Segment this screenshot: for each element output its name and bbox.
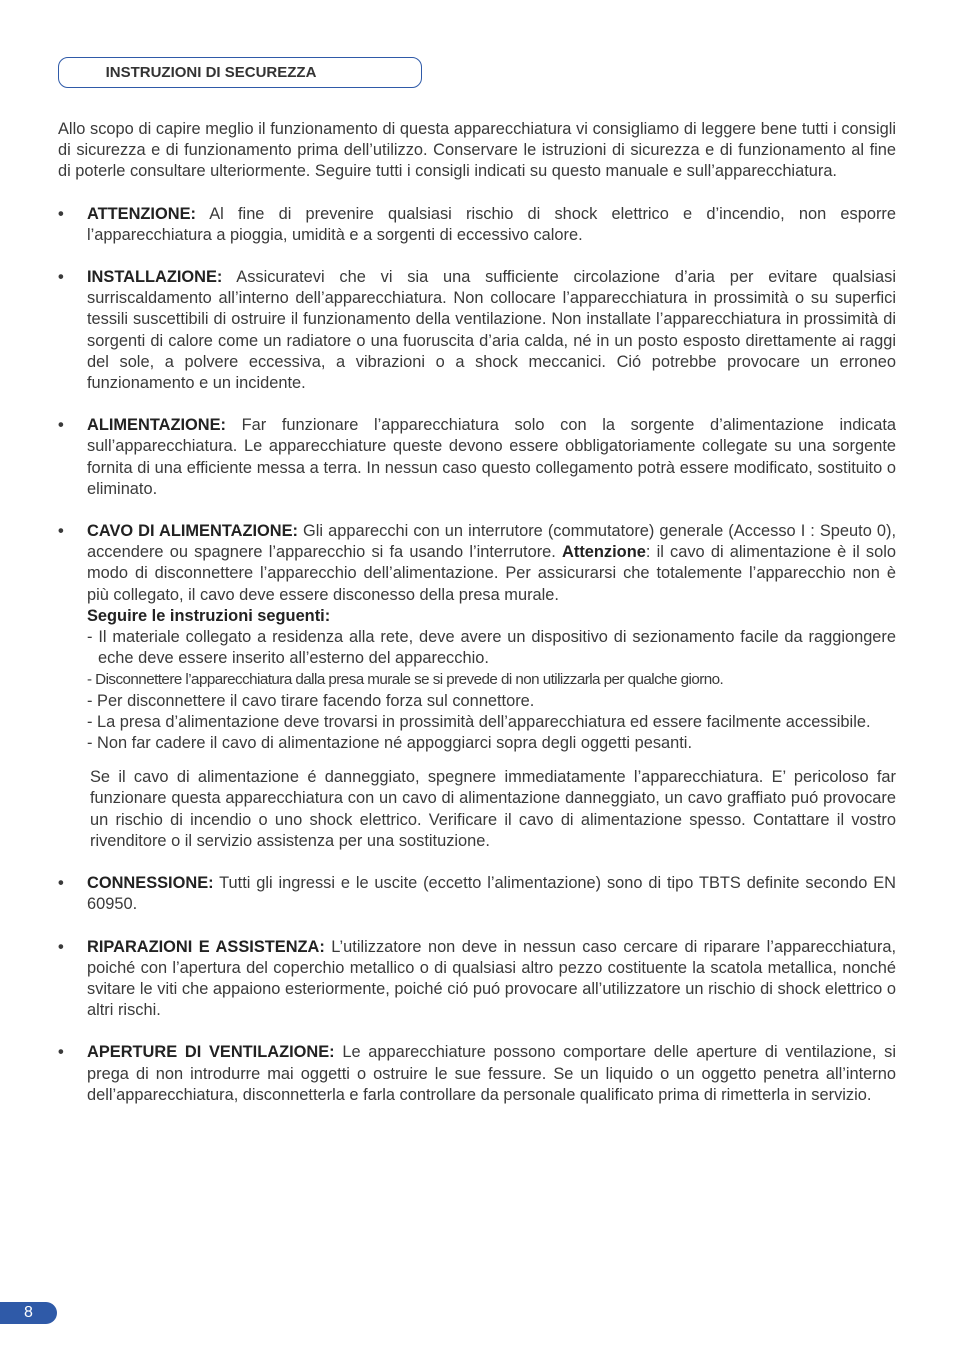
- page-number-badge: [0, 1302, 57, 1324]
- bullet-label: APERTURE DI VENTILAZIONE:: [87, 1043, 335, 1062]
- bullet-icon: •: [58, 268, 64, 287]
- bullet-text: Far funzionare l’apparecchiatura solo con la sorgente d’alimentazione indicata sull’apparecchiatura. Le apparecchiature queste devono essere obbligatoriamente collegate su una sorgente fornita di una efficiente messa a terra. In nessun caso questo collegamento potrà essere modificato, sostituito o eliminato.: [87, 416, 896, 498]
- damaged-cable-note: Se il cavo di alimentazione é danneggiato, spegnere immediatamente l’apparecchiatura. E’ pericoloso far funzionare questa apparecchiatura con un cavo di alimentazione danneggiato, un cavo graffiato puó provocare un rischio di incendio o uno shock elettrico. Verificare il cavo di alimentazione spesso. Contattare il vostro rivenditore o il servizio assistenza per una sostituzione.: [90, 768, 896, 850]
- bullet-installazione: [58, 267, 896, 394]
- instruction-item: - Non far cadere il cavo di alimentazione né appoggiarci sopra degli oggetti pesanti.: [87, 734, 692, 753]
- section-header-box: [58, 57, 422, 88]
- bullet-label: INSTALLAZIONE:: [87, 268, 223, 287]
- bullet-connessione: [58, 873, 896, 915]
- attention-text: : il cavo di alimentazione è il solo modo di disconnettere l’apparecchio dell’alimentazione. Per assicurarsi che totalemente l’apparecchio non è più collegato, il cavo deve essere disconesso della presa murale.: [87, 543, 896, 604]
- bullet-icon: •: [58, 874, 64, 893]
- bullet-label: CONNESSIONE:: [87, 874, 214, 893]
- bullet-label: CAVO DI ALIMENTAZIONE:: [87, 522, 298, 541]
- bullet-alimentazione: [58, 415, 896, 500]
- instruction-item: - Per disconnettere il cavo tirare facendo forza sul connettore.: [87, 691, 535, 710]
- bullet-label: ALIMENTAZIONE:: [87, 416, 226, 435]
- bullet-label: RIPARAZIONI E ASSISTENZA:: [87, 937, 325, 956]
- intro-paragraph: Allo scopo di capire meglio il funzionamento di questa apparecchiatura vi consigliamo di leggere bene tutti i consigli di sicurezza e di funzionamento prima dell’utilizzo. Conservare le istruzioni di sicurezza e di funzionamento al fine di poterle consultare ulteriormente. Seguire tutti i consigli indicati su questo manuale e sull’apparecchiatura.: [58, 120, 896, 181]
- bullet-text: Assicuratevi che vi sia una sufficiente circolazione d’aria per evitare qualsiasi surriscaldamento all’interno dell’apparecchiatura. Non collocare l’apparecchiatura in prossimità o su superfici tessili suscettibili di ostruire il funzionamento della ventilazione. Non installate l’apparecchiatura in prossimità di sorgenti di calore come un radiatore o una fuoruscita d’aria calda, né in un posto esposto direttamente ai raggi del sole, a polvere eccessiva, a vibrazioni o a shock meccanici. Ció potrebbe provocare un erroneo funzionamento e un incidente.: [87, 268, 896, 393]
- bullet-text: L’utilizzatore non deve in nessun caso cercare di riparare l’apparecchiatura, poiché con l’apertura del coperchio metallico o di qualsiasi altro pezzo costituente la scatola metallica, nonché svitare le viti che appaiono esteriormente, poiché ció puó provocare all’utilizzatore un rischio di shock elettrico o altri rischi.: [87, 937, 896, 1020]
- bullet-text: Al fine di prevenire qualsiasi rischio di shock elettrico e d’incendio, non esporre l’apparecchiatura a pioggia, umidità e a sorgenti di eccessivo calore.: [87, 204, 896, 244]
- bullet-attenzione: [58, 204, 896, 246]
- bullet-aperture: [58, 1042, 896, 1106]
- bullet-text: Tutti gli ingressi e le uscite (eccetto l’alimentazione) sono di tipo TBTS definite secondo EN 60950.: [87, 874, 896, 914]
- attention-label: Attenzione: [562, 543, 646, 562]
- bullet-cavo-alimentazione: [58, 521, 896, 852]
- bullet-icon: •: [58, 204, 64, 223]
- bullet-text: Le apparecchiature possono comportare delle aperture di ventilazione, si prega di non introdurre mai oggetti o ostruire le sue fessure. Se un liquido o un oggetto penetra all’interno dell’apparecchiatura, disconnetterla e farla controllare da personale qualificato prima di rimetterla in servizio.: [87, 1043, 896, 1104]
- instructions-heading: Seguire le instruzioni seguenti:: [87, 606, 331, 625]
- instruction-item: - La presa d’alimentazione deve trovarsi in prossimità dell’apparecchiatura ed essere facilmente accessibile.: [87, 712, 871, 731]
- page-number: 8: [24, 1304, 33, 1321]
- bullet-icon: •: [58, 937, 64, 956]
- section-title: INSTRUZIONI DI SECUREZZA: [105, 64, 317, 81]
- document-body: [58, 119, 896, 1127]
- bullet-label: ATTENZIONE:: [87, 204, 196, 223]
- bullet-icon: •: [58, 1043, 64, 1062]
- bullet-icon: •: [58, 522, 64, 541]
- bullet-riparazioni: [58, 937, 896, 1022]
- bullet-text: Gli apparecchi con un interrutore (commutatore) generale (Accesso I : Speuto 0), accendere ou spagnere l’apparecchio si fa usando l’interrutore.: [87, 522, 896, 562]
- instruction-item: - Il materiale collegato a residenza alla rete, deve avere un dispositivo di sezionamento facile da raggiongere eche deve essere inserito all’esterno del apparecchio.: [87, 628, 896, 668]
- bullet-icon: •: [58, 416, 64, 435]
- instruction-item: - Disconnettere l’apparecchiatura dalla presa murale se si prevede di non utilizzarla per qualche giorno.: [87, 671, 724, 689]
